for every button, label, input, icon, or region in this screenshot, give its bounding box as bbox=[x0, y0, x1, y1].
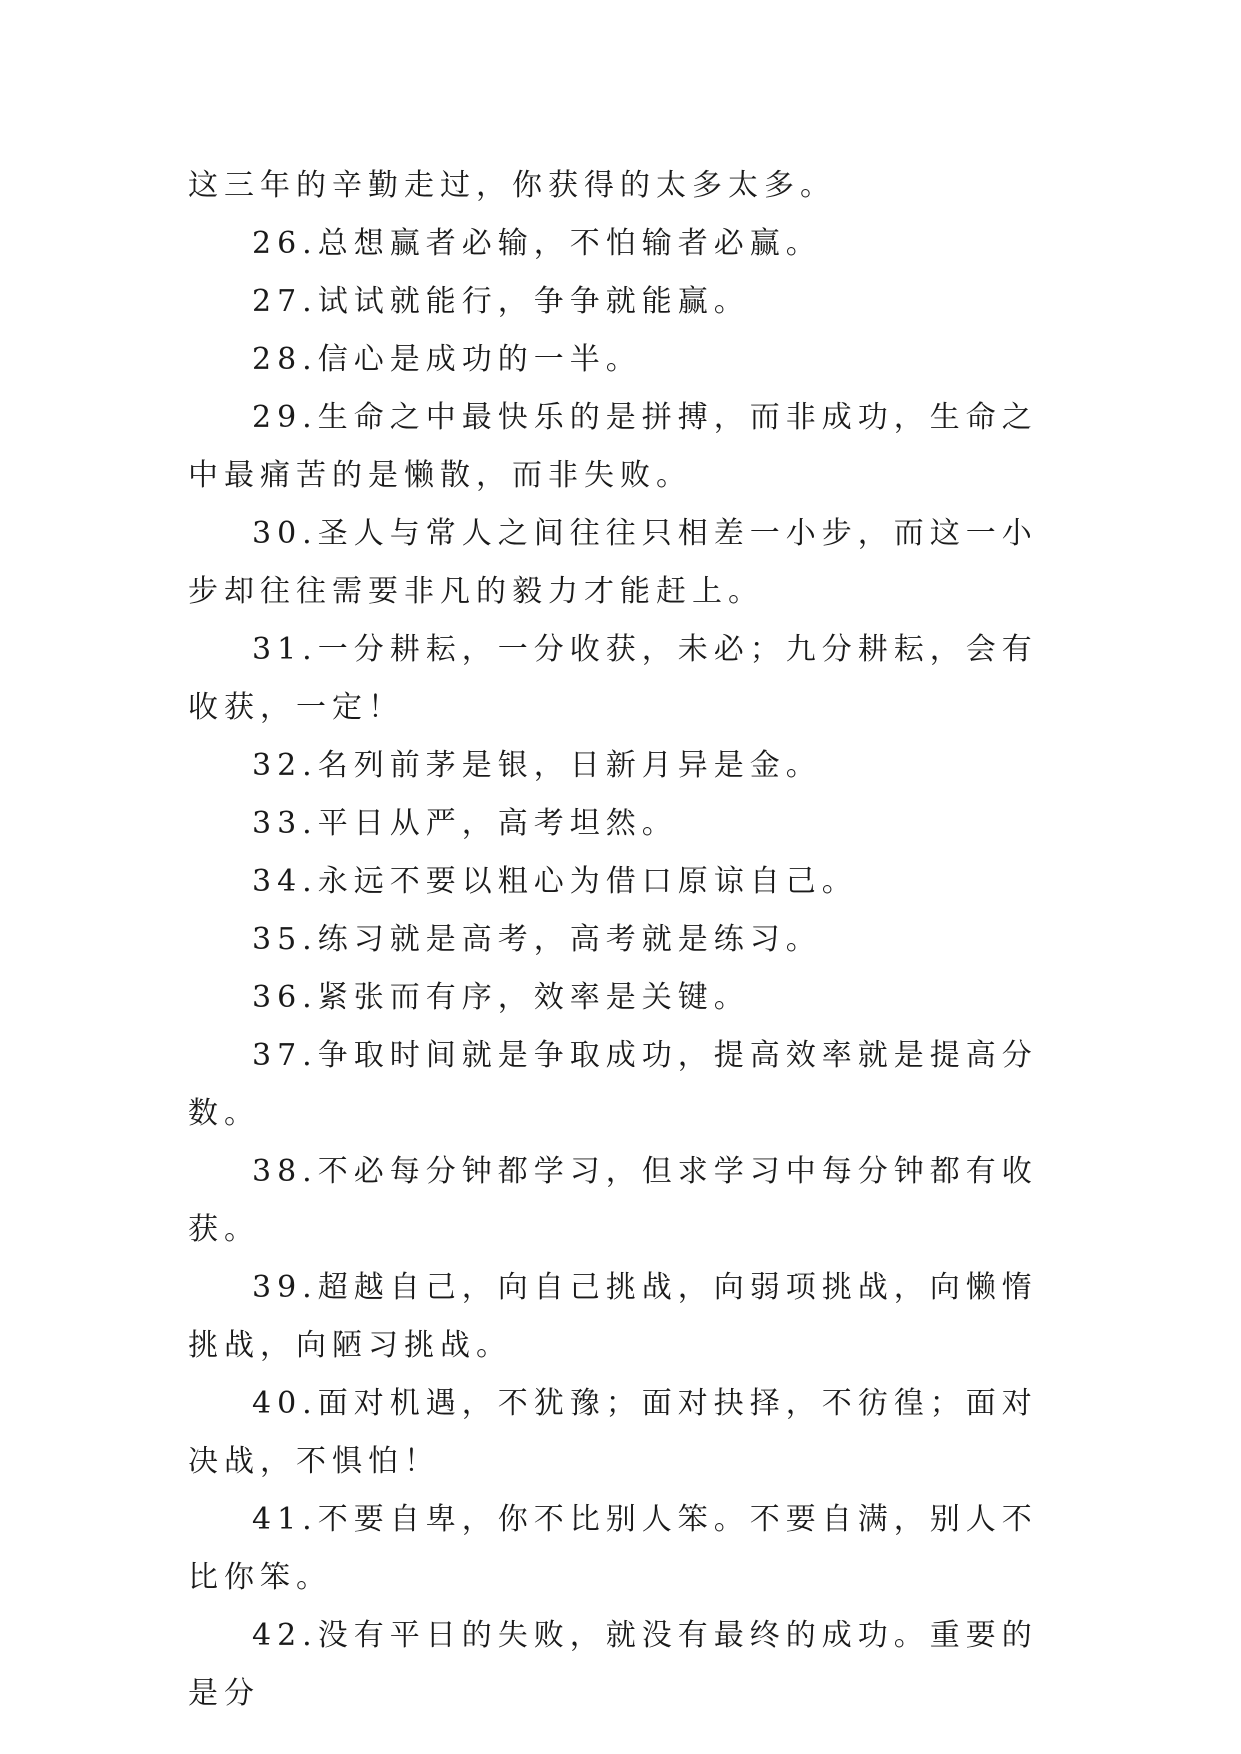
paragraph-40: 40.面对机遇，不犹豫；面对抉择，不彷徨；面对决战，不惧怕！ bbox=[188, 1386, 1038, 1479]
body-text bbox=[188, 157, 1068, 1723]
paragraph-27: 27.试试就能行，争争就能赢。 bbox=[252, 284, 750, 319]
paragraph-39: 39.超越自己，向自己挑战，向弱项挑战，向懒惰挑战，向陋习挑战。 bbox=[188, 1270, 1038, 1363]
paragraph-41: 41.不要自卑，你不比别人笨。不要自满，别人不比你笨。 bbox=[188, 1502, 1038, 1595]
paragraph-36: 36.紧张而有序，效率是关键。 bbox=[252, 980, 750, 1015]
paragraph-37: 37.争取时间就是争取成功，提高效率就是提高分数。 bbox=[188, 1038, 1038, 1131]
paragraph-34: 34.永远不要以粗心为借口原谅自己。 bbox=[252, 864, 858, 899]
paragraph-35: 35.练习就是高考，高考就是练习。 bbox=[252, 922, 822, 957]
paragraph-33: 33.平日从严，高考坦然。 bbox=[252, 806, 678, 841]
paragraph-28: 28.信心是成功的一半。 bbox=[252, 342, 642, 377]
paragraph-continuation: 这三年的辛勤走过，你获得的太多太多。 bbox=[188, 168, 836, 203]
paragraph-42: 42.没有平日的失败，就没有最终的成功。重要的是分 bbox=[188, 1618, 1038, 1711]
paragraph-32: 32.名列前茅是银，日新月异是金。 bbox=[252, 748, 822, 783]
paragraph-30: 30.圣人与常人之间往往只相差一小步，而这一小步却往往需要非凡的毅力才能赶上。 bbox=[188, 516, 1038, 609]
paragraph-38: 38.不必每分钟都学习，但求学习中每分钟都有收获。 bbox=[188, 1154, 1038, 1247]
paragraph-26: 26.总想赢者必输，不怕输者必赢。 bbox=[252, 226, 822, 261]
paragraph-29: 29.生命之中最快乐的是拼搏，而非成功，生命之中最痛苦的是懒散，而非失败。 bbox=[188, 400, 1038, 493]
paragraph-31: 31.一分耕耘，一分收获，未必；九分耕耘，会有收获，一定！ bbox=[188, 632, 1038, 725]
